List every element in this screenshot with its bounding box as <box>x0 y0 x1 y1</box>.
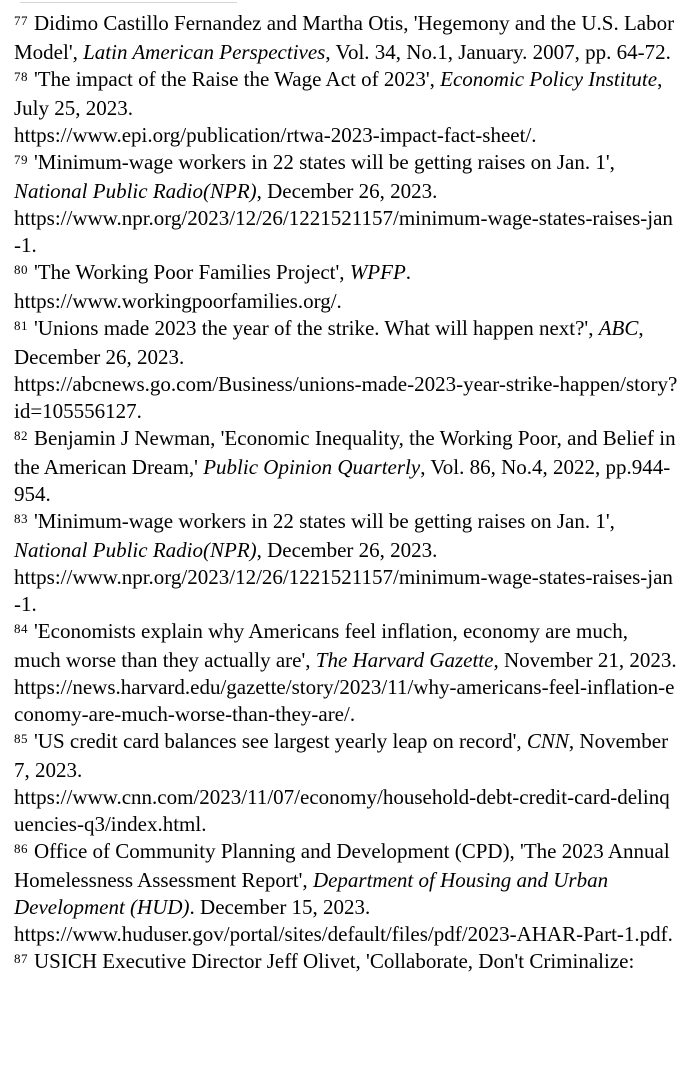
footnote-text: Benjamin J Newman, 'Economic Inequality, the Working Poor, and Belief in the American Dream,' <box>14 426 676 479</box>
footnote-text: Office of Community Planning and Development (CPD), 'The 2023 Annual Homelessness Assessment Report', <box>14 839 670 892</box>
footnote-marker: 82 <box>14 427 29 443</box>
footnote-source-title: Economic Policy Institute <box>440 67 658 91</box>
footnote-item <box>14 315 678 425</box>
footnote-source-title: CNN <box>526 729 569 753</box>
footnote-url[interactable]: https://news.harvard.edu/gazette/story/2023/11/why-americans-feel-inflation-economy-are-much-worse-than-they-are/. <box>14 675 675 726</box>
footnote-text: 'Minimum-wage workers in 22 states will be getting raises on Jan. 1', <box>34 150 615 174</box>
footnote-text: , December 26, 2023. <box>256 179 438 203</box>
footnote-separator-rule <box>20 2 237 3</box>
footnote-item <box>14 149 678 259</box>
footnote-url[interactable]: https://www.workingpoorfamilies.org/. <box>14 289 342 313</box>
footnote-url[interactable]: https://www.huduser.gov/portal/sites/default/files/pdf/2023-AHAR-Part-1.pdf. <box>14 922 673 946</box>
footnote-text: Didimo Castillo Fernandez and Martha Otis, 'Hegemony and the U.S. Labor Model', <box>14 11 675 64</box>
footnote-text: 'Unions made 2023 the year of the strike. What will happen next?', <box>34 316 599 340</box>
footnote-source-title: National Public Radio(NPR) <box>14 179 257 203</box>
footnote-item <box>14 618 678 728</box>
footnote-text: , November 21, 2023. <box>493 648 677 672</box>
footnote-source-title: Latin American Perspectives <box>83 40 326 64</box>
footnote-text: 'Minimum-wage workers in 22 states will be getting raises on Jan. 1', <box>34 509 615 533</box>
footnote-marker: 83 <box>14 510 29 526</box>
footnote-item <box>14 259 678 315</box>
footnote-marker: 78 <box>14 68 29 84</box>
footnote-marker: 84 <box>14 620 29 636</box>
footnote-text: 'US credit card balances see largest yearly leap on record', <box>34 729 527 753</box>
footnote-marker: 81 <box>14 317 29 333</box>
footnote-text: , July 25, 2023. <box>14 67 663 120</box>
footnote-text: 'The impact of the Raise the Wage Act of 2023', <box>34 67 441 91</box>
footnote-url[interactable]: https://www.npr.org/2023/12/26/1221521157/minimum-wage-states-raises-jan-1. <box>14 206 673 257</box>
footnote-item <box>14 508 678 618</box>
footnote-item <box>14 728 678 838</box>
footnote-item <box>14 66 678 149</box>
footnote-text: , November 7, 2023. <box>14 729 669 782</box>
footnote-marker: 87 <box>14 950 29 966</box>
footnote-url[interactable]: https://www.epi.org/publication/rtwa-2023-impact-fact-sheet/. <box>14 123 537 147</box>
footnote-source-title: WPFP <box>349 260 406 284</box>
footnote-source-title: ABC <box>598 316 639 340</box>
footnote-marker: 80 <box>14 261 29 277</box>
footnote-text: 'Economists explain why Americans feel inflation, economy are much, much worse than they actually are', <box>14 619 628 672</box>
footnote-url[interactable]: https://abcnews.go.com/Business/unions-made-2023-year-strike-happen/story?id=105556127. <box>14 372 678 423</box>
footnote-marker: 86 <box>14 840 29 856</box>
footnote-text: , December 26, 2023. <box>14 316 644 369</box>
footnote-text: USICH Executive Director Jeff Olivet, 'Collaborate, Don't Criminalize: <box>34 949 635 973</box>
footnote-item <box>14 838 678 948</box>
footnote-url[interactable]: https://www.cnn.com/2023/11/07/economy/household-debt-credit-card-delinquencies-q3/index.html. <box>14 785 670 836</box>
footnote-text: , Vol. 34, No.1, January. 2007, pp. 64-72. <box>325 40 671 64</box>
footnote-source-title: Public Opinion Quarterly <box>203 455 421 479</box>
footnote-item <box>14 425 678 508</box>
footnote-item <box>14 10 678 66</box>
footnote-text: , Vol. 86, No.4, 2022, pp.944-954. <box>14 455 671 506</box>
footnotes-section <box>14 10 678 977</box>
footnote-text: . <box>405 260 412 284</box>
footnote-marker: 79 <box>14 151 29 167</box>
footnote-marker: 77 <box>14 12 29 28</box>
footnote-source-title: Department of Housing and Urban Development (HUD) <box>14 868 609 919</box>
footnote-source-title: National Public Radio(NPR) <box>14 538 257 562</box>
footnote-text: 'The Working Poor Families Project', <box>34 260 350 284</box>
footnote-text: . December 15, 2023. <box>189 895 371 919</box>
footnote-text: , December 26, 2023. <box>256 538 438 562</box>
footnote-marker: 85 <box>14 730 29 746</box>
footnote-url[interactable]: https://www.npr.org/2023/12/26/1221521157/minimum-wage-states-raises-jan-1. <box>14 565 673 616</box>
footnote-source-title: The Harvard Gazette <box>315 648 494 672</box>
footnote-item <box>14 948 678 977</box>
